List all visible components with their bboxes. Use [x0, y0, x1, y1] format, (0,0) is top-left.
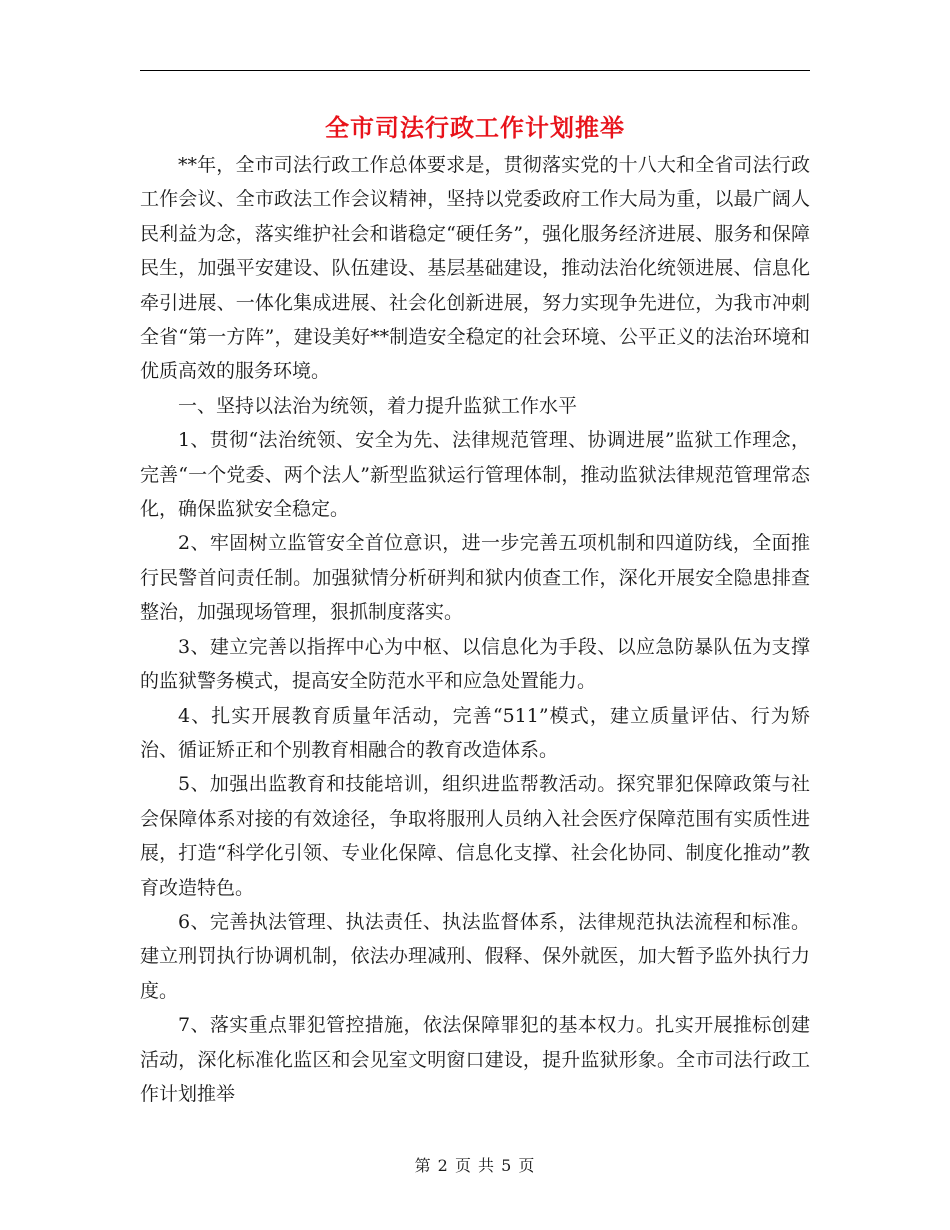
paragraph-intro: **年，全市司法行政工作总体要求是，贯彻落实党的十八大和全省司法行政工作会议、全市政法工作会议精神，坚持以党委政府工作大局为重，以最广阔人民利益为念，落实维护社会和谐稳定“硬任务”，强化服务经济进展、服务和保障民生，加强平安建设、队伍建设、基层基础建设，推动法治化统领进展、信息化牵引进展、一体化集成进展、社会化创新进展，努力实现争先进位，为我市冲刺全省“第一方阵”，建设美好**制造安全稳定的社会环境、公平正义的法治环境和优质高效的服务环境。 [140, 154, 810, 383]
paragraph-item-2: 2、牢固树立监管安全首位意识，进一步完善五项机制和四道防线，全面推行民警首问责任制。加强狱情分析研判和狱内侦查工作，深化开展安全隐患排查整治，加强现场管理，狠抓制度落实。 [140, 532, 810, 624]
paragraph-item-1: 1、贯彻“法治统领、安全为先、法律规范管理、协调进展”监狱工作理念，完善“一个党委、两个法人”新型监狱运行管理体制，推动监狱法律规范管理常态化，确保监狱安全稳定。 [140, 429, 810, 521]
paragraph-item-5: 5、加强出监教育和技能培训，组织进监帮教活动。探究罪犯保障政策与社会保障体系对接的有效途径，争取将服刑人员纳入社会医疗保障范围有实质性进展，打造“科学化引领、专业化保障、信息化支撑、社会化协同、制度化推动”教育改造特色。 [140, 773, 810, 899]
document-body [140, 148, 810, 1111]
paragraph-item-6: 6、完善执法管理、执法责任、执法监督体系，法律规范执法流程和标准。建立刑罚执行协调机制，依法办理减刑、假释、保外就医，加大暂予监外执行力度。 [140, 910, 810, 1002]
header-rule [140, 70, 810, 71]
page-number: 第 2 页 共 5 页 [414, 1156, 536, 1175]
document-title: 全市司法行政工作计划推举 [325, 113, 625, 142]
paragraph-item-3: 3、建立完善以指挥中心为中枢、以信息化为手段、以应急防暴队伍为支撑的监狱警务模式，提高安全防范水平和应急处置能力。 [140, 635, 810, 693]
paragraph-item-7: 7、落实重点罪犯管控措施，依法保障罪犯的基本权力。扎实开展推标创建活动，深化标准化监区和会见室文明窗口建设，提升监狱形象。全市司法行政工作计划推举 [140, 1014, 810, 1105]
section-heading: 一、坚持以法治为统领，着力提升监狱工作水平 [178, 394, 578, 417]
paragraph-item-4: 4、扎实开展教育质量年活动，完善“511”模式，建立质量评估、行为矫治、循证矫正和个别教育相融合的教育改造体系。 [140, 704, 810, 761]
